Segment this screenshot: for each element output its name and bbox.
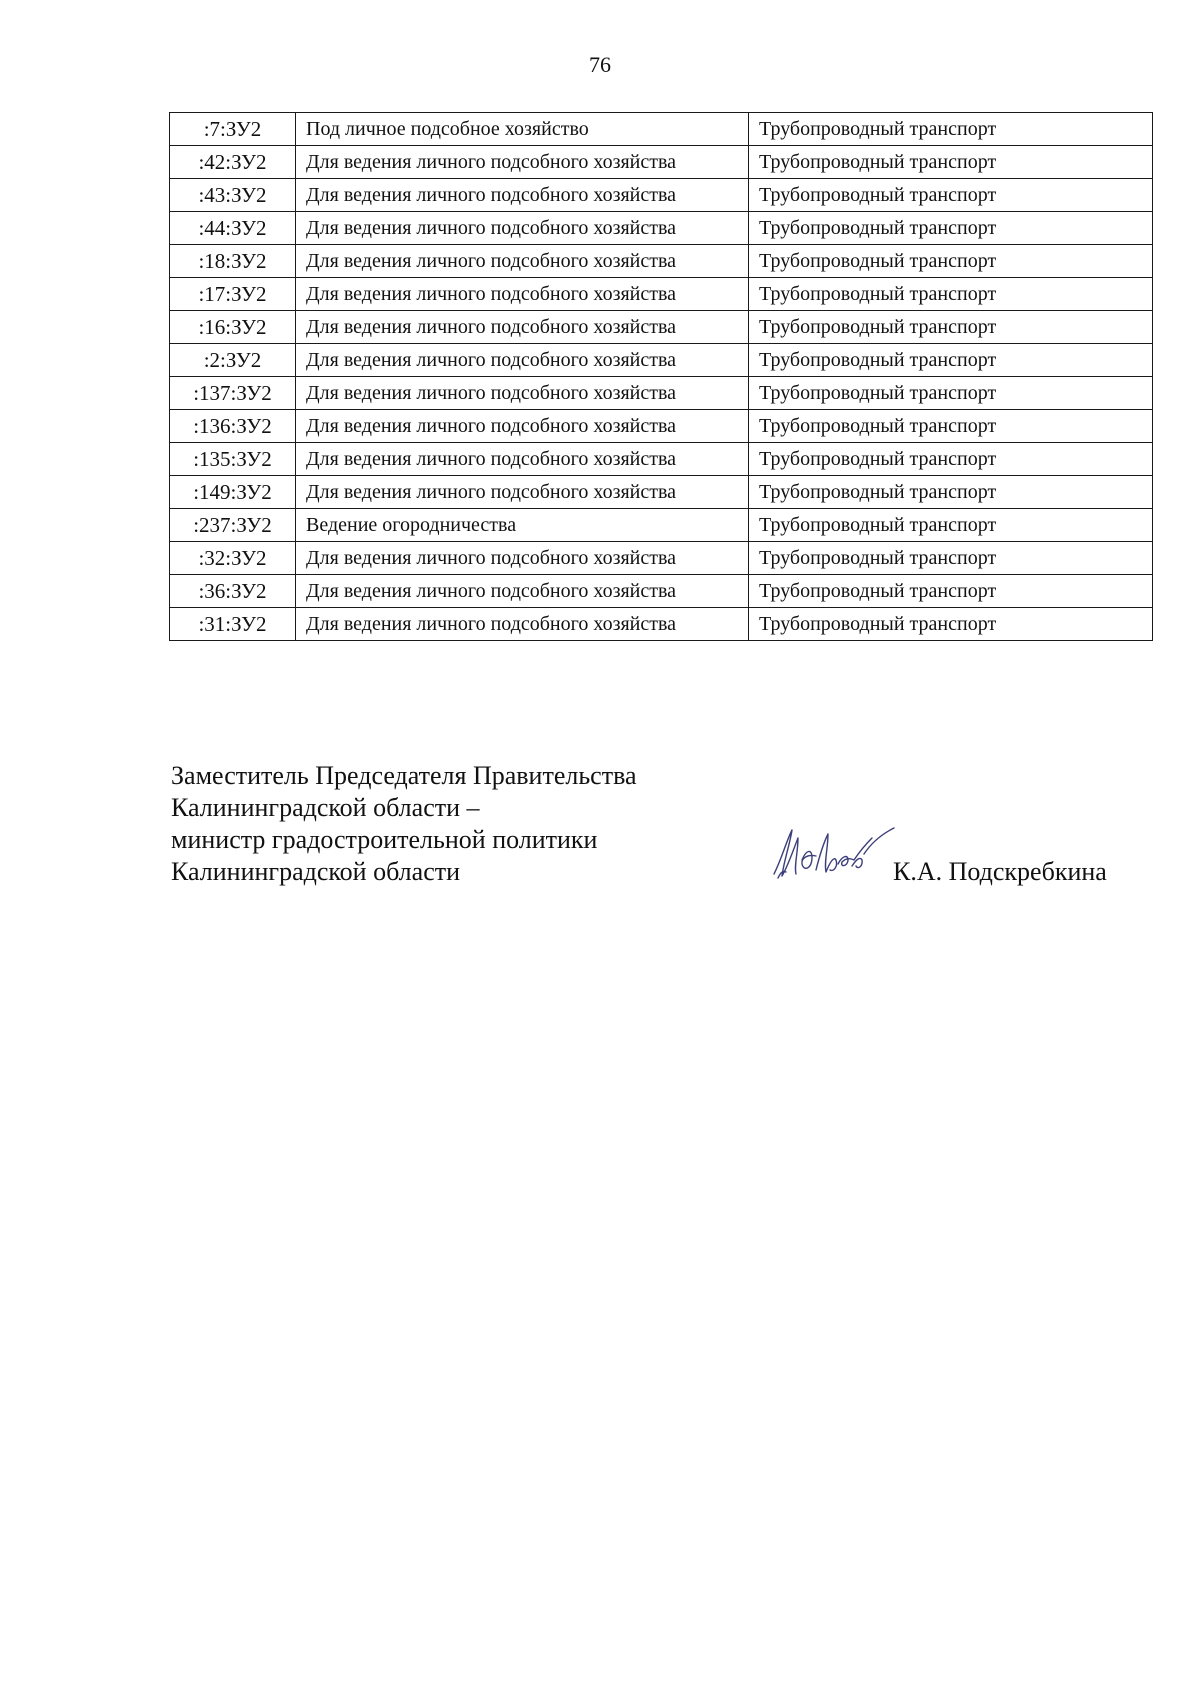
signatory-title-line: Заместитель Председателя Правительства <box>171 761 637 790</box>
signatory-title-line: министр градостроительной политики <box>171 825 598 854</box>
plot-id-cell: :31:ЗУ2 <box>170 608 296 641</box>
plot-id-cell: :18:ЗУ2 <box>170 245 296 278</box>
permitted-use-cell: Для ведения личного подсобного хозяйства <box>296 542 749 575</box>
plot-id-cell: :16:ЗУ2 <box>170 311 296 344</box>
signatory-title-line: Калининградской области <box>171 857 461 886</box>
table-row <box>170 542 1153 575</box>
plot-id-cell: :7:ЗУ2 <box>170 113 296 146</box>
permitted-use-cell: Для ведения личного подсобного хозяйства <box>296 410 749 443</box>
plot-id-cell: :43:ЗУ2 <box>170 179 296 212</box>
permitted-use-cell: Для ведения личного подсобного хозяйства <box>296 245 749 278</box>
purpose-cell: Трубопроводный транспорт <box>749 344 1153 377</box>
plot-id-cell: :36:ЗУ2 <box>170 575 296 608</box>
purpose-cell: Трубопроводный транспорт <box>749 146 1153 179</box>
permitted-use-cell: Для ведения личного подсобного хозяйства <box>296 212 749 245</box>
plot-id-cell: :237:ЗУ2 <box>170 509 296 542</box>
permitted-use-cell: Для ведения личного подсобного хозяйства <box>296 575 749 608</box>
purpose-cell: Трубопроводный транспорт <box>749 212 1153 245</box>
purpose-cell: Трубопроводный транспорт <box>749 542 1153 575</box>
purpose-cell: Трубопроводный транспорт <box>749 179 1153 212</box>
permitted-use-cell: Для ведения личного подсобного хозяйства <box>296 311 749 344</box>
table-row <box>170 410 1153 443</box>
permitted-use-cell: Для ведения личного подсобного хозяйства <box>296 179 749 212</box>
handwritten-signature <box>768 808 898 888</box>
permitted-use-cell: Для ведения личного подсобного хозяйства <box>296 443 749 476</box>
permitted-use-cell: Для ведения личного подсобного хозяйства <box>296 278 749 311</box>
plot-id-cell: :2:ЗУ2 <box>170 344 296 377</box>
plot-id-cell: :137:ЗУ2 <box>170 377 296 410</box>
table-row <box>170 311 1153 344</box>
permitted-use-cell: Для ведения личного подсобного хозяйства <box>296 146 749 179</box>
permitted-use-cell: Под личное подсобное хозяйство <box>296 113 749 146</box>
table-row <box>170 278 1153 311</box>
page-number: 76 <box>589 52 611 77</box>
table-row <box>170 509 1153 542</box>
plot-id-cell: :149:ЗУ2 <box>170 476 296 509</box>
plot-id-cell: :44:ЗУ2 <box>170 212 296 245</box>
land-plots-table <box>169 112 1153 641</box>
permitted-use-cell: Для ведения личного подсобного хозяйства <box>296 344 749 377</box>
table-row <box>170 344 1153 377</box>
purpose-cell: Трубопроводный транспорт <box>749 377 1153 410</box>
plot-id-cell: :17:ЗУ2 <box>170 278 296 311</box>
table-body <box>170 113 1153 641</box>
table-row <box>170 146 1153 179</box>
table-row <box>170 212 1153 245</box>
permitted-use-cell: Для ведения личного подсобного хозяйства <box>296 377 749 410</box>
signatory-title-line: Калининградской области – <box>171 793 480 822</box>
permitted-use-cell: Для ведения личного подсобного хозяйства <box>296 608 749 641</box>
table-row <box>170 245 1153 278</box>
table-row <box>170 476 1153 509</box>
table-row <box>170 443 1153 476</box>
purpose-cell: Трубопроводный транспорт <box>749 113 1153 146</box>
table-row <box>170 113 1153 146</box>
plot-id-cell: :42:ЗУ2 <box>170 146 296 179</box>
table-row <box>170 377 1153 410</box>
permitted-use-cell: Ведение огородничества <box>296 509 749 542</box>
purpose-cell: Трубопроводный транспорт <box>749 245 1153 278</box>
plot-id-cell: :32:ЗУ2 <box>170 542 296 575</box>
purpose-cell: Трубопроводный транспорт <box>749 278 1153 311</box>
plot-id-cell: :136:ЗУ2 <box>170 410 296 443</box>
purpose-cell: Трубопроводный транспорт <box>749 476 1153 509</box>
purpose-cell: Трубопроводный транспорт <box>749 509 1153 542</box>
signer-name: К.А. Подскребкина <box>893 857 1107 886</box>
signatory-title <box>171 760 637 888</box>
purpose-cell: Трубопроводный транспорт <box>749 311 1153 344</box>
plot-id-cell: :135:ЗУ2 <box>170 443 296 476</box>
permitted-use-cell: Для ведения личного подсобного хозяйства <box>296 476 749 509</box>
table-row <box>170 179 1153 212</box>
purpose-cell: Трубопроводный транспорт <box>749 410 1153 443</box>
purpose-cell: Трубопроводный транспорт <box>749 443 1153 476</box>
table-row <box>170 575 1153 608</box>
table-row <box>170 608 1153 641</box>
purpose-cell: Трубопроводный транспорт <box>749 608 1153 641</box>
purpose-cell: Трубопроводный транспорт <box>749 575 1153 608</box>
